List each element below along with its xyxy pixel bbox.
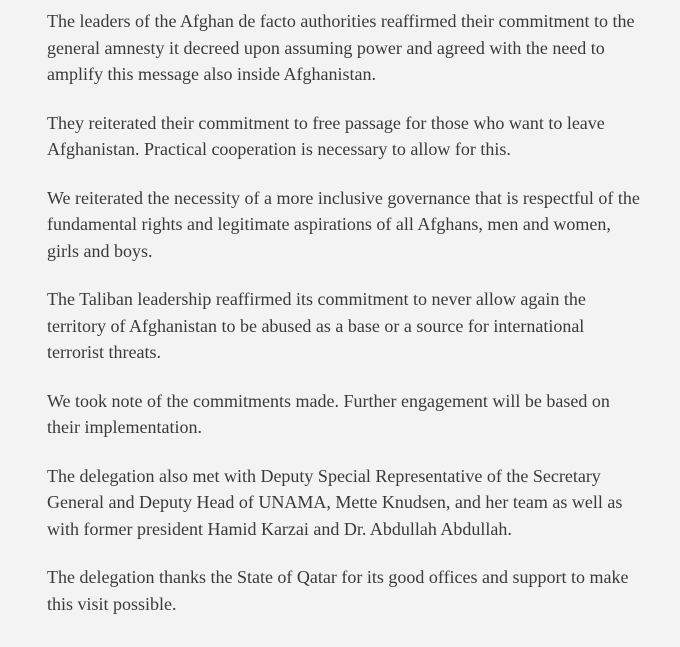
paragraph-delegation-meetings: The delegation also met with Deputy Special Representative of the Secretary General and Deputy Head of UNAMA, Mette Knudsen, and her team as well as with former president Hamid Karzai and Dr. Abdullah Abdullah. [47,465,623,539]
paragraph-free-passage: They reiterated their commitment to free passage for those who want to leave Afghanistan. Practical cooperation is necessary to allow for this. [47,112,605,159]
paragraph-terrorist-threats: The Taliban leadership reaffirmed its commitment to never allow again the territory of Afghanistan to be abused as a base or a source for international terrorist threats. [47,289,586,362]
paragraph-commitments: We took note of the commitments made. Further engagement will be based on their implementation. [47,390,610,437]
paragraph-amnesty: The leaders of the Afghan de facto authorities reaffirmed their commitment to the general amnesty it decreed upon assuming power and agreed with the need to amplify this message also inside Afghanistan. [47,11,635,84]
paragraph-thanks-qatar: The delegation thanks the State of Qatar for its good offices and support to make this visit possible. [47,567,629,614]
paragraph-inclusive-governance: We reiterated the necessity of a more inclusive governance that is respectful of the fundamental rights and legitimate aspirations of all Afghans, men and women, girls and boys. [47,187,640,261]
